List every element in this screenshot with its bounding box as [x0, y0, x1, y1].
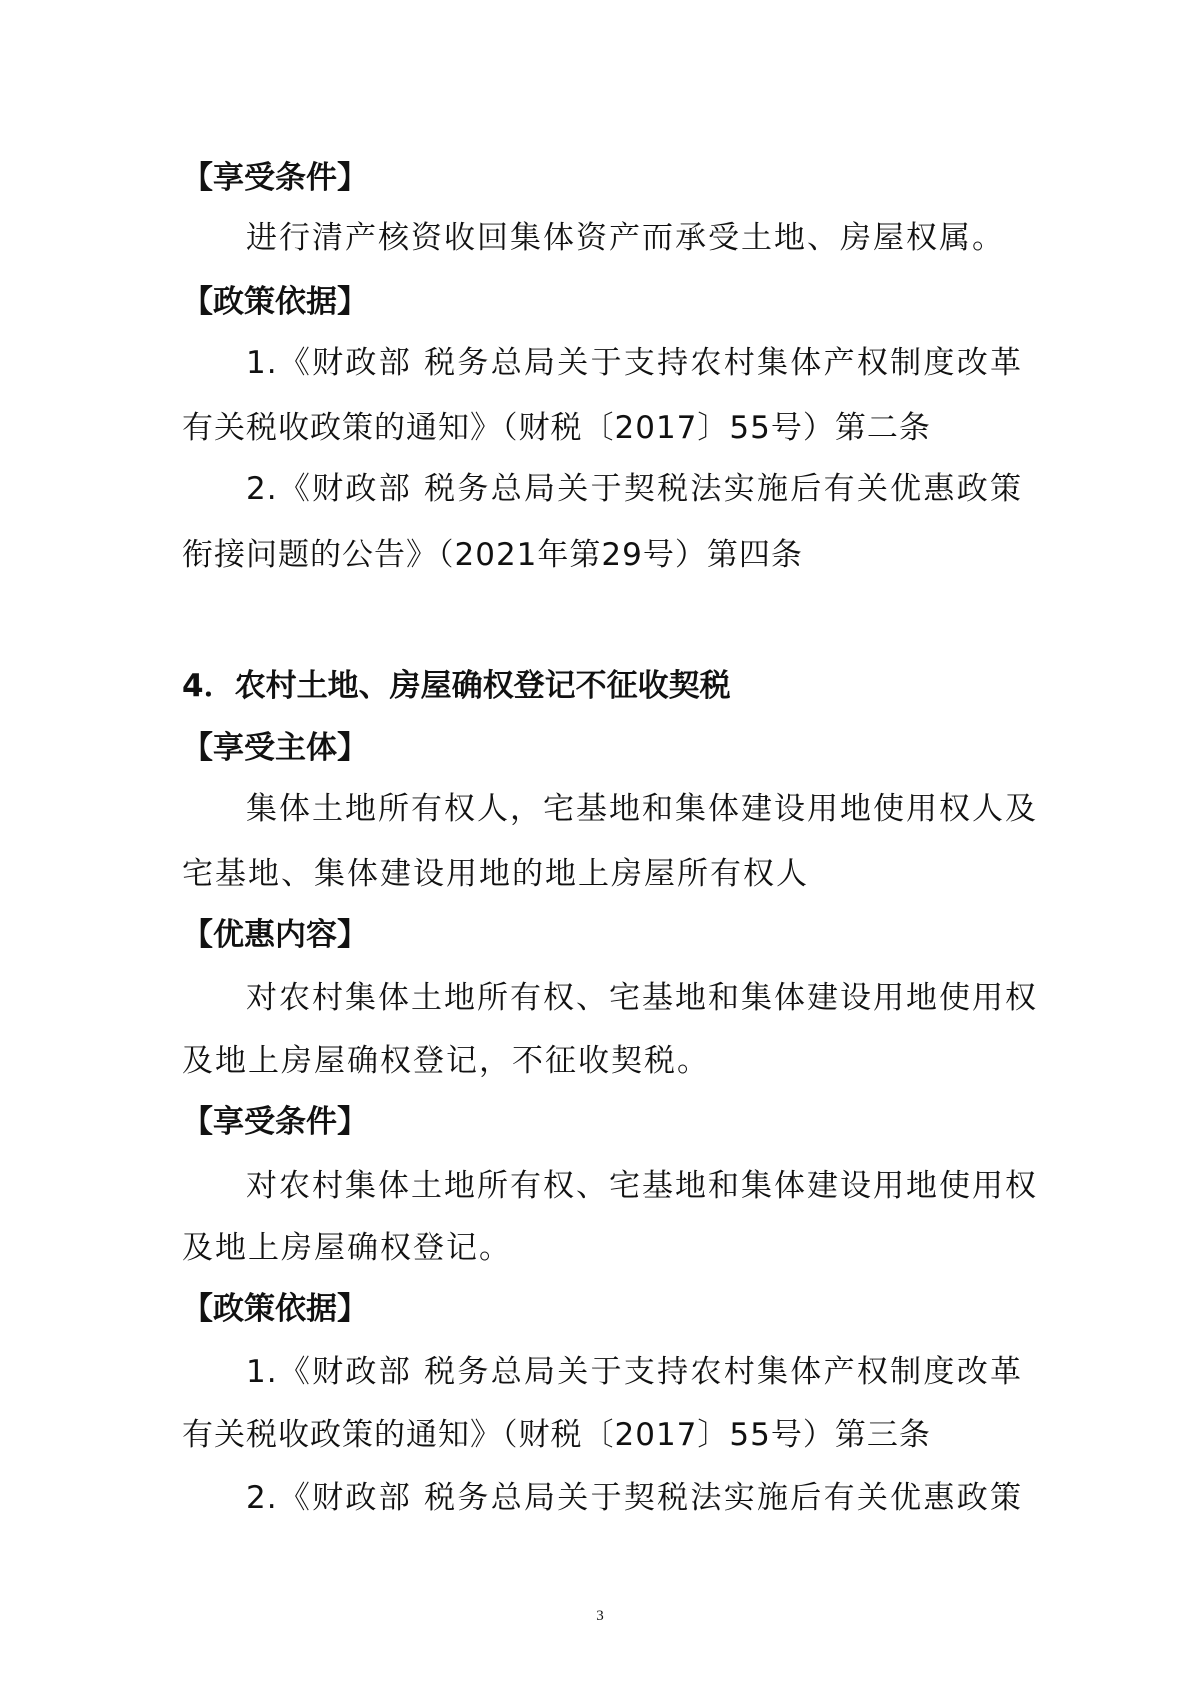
benefit-text-line-2: 及地上房屋确权登记，不征收契税。: [182, 1043, 710, 1079]
subject-heading: 【享受主体】: [182, 730, 368, 766]
basis-2-item-1-line-2: 有关税收政策的通知》（财税〔2017〕55号）第三条: [182, 1417, 931, 1453]
basis-1-item-1-line-2: 有关税收政策的通知》（财税〔2017〕55号）第二条: [182, 410, 931, 446]
condition-text-2-line-1: 对农村集体土地所有权、宅基地和集体建设用地使用权: [246, 1168, 1038, 1204]
benefit-text-line-1: 对农村集体土地所有权、宅基地和集体建设用地使用权: [246, 980, 1038, 1016]
benefit-heading: 【优惠内容】: [182, 917, 368, 953]
basis-2-item-2-line-1: 2.《财政部 税务总局关于契税法实施后有关优惠政策: [246, 1480, 1022, 1516]
subject-text-line-1: 集体土地所有权人，宅基地和集体建设用地使用权人及: [246, 791, 1038, 827]
basis-1-item-1-line-1: 1.《财政部 税务总局关于支持农村集体产权制度改革: [246, 345, 1022, 381]
basis-1-item-2-line-1: 2.《财政部 税务总局关于契税法实施后有关优惠政策: [246, 471, 1022, 507]
condition-heading-1: 【享受条件】: [182, 160, 368, 196]
subject-text-line-2: 宅基地、集体建设用地的地上房屋所有权人: [182, 856, 809, 892]
condition-text-2-line-2: 及地上房屋确权登记。: [182, 1230, 512, 1266]
page-number: 3: [596, 1608, 604, 1624]
section-4-title: 4．农村土地、房屋确权登记不征收契税: [182, 668, 731, 704]
condition-text-1: 进行清产核资收回集体资产而承受土地、房屋权属。: [246, 220, 1005, 256]
basis-heading-2: 【政策依据】: [182, 1291, 368, 1327]
basis-1-item-2-line-2: 衔接问题的公告》（2021年第29号）第四条: [182, 537, 803, 573]
condition-heading-2: 【享受条件】: [182, 1104, 368, 1140]
basis-heading-1: 【政策依据】: [182, 284, 368, 320]
basis-2-item-1-line-1: 1.《财政部 税务总局关于支持农村集体产权制度改革: [246, 1354, 1022, 1390]
